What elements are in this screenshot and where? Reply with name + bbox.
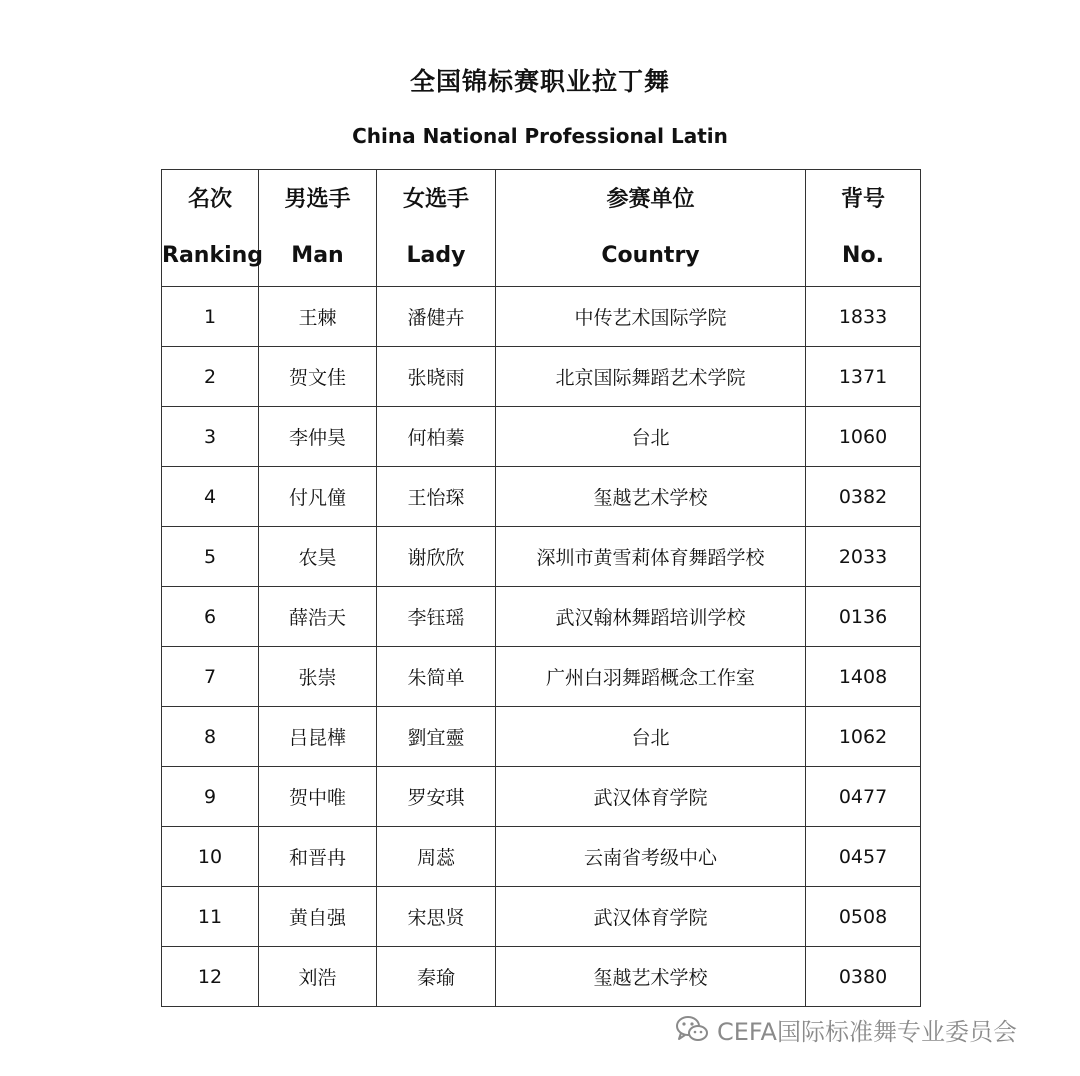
table-row bbox=[162, 707, 921, 767]
table-row bbox=[162, 587, 921, 647]
number-cell: 0477 bbox=[806, 767, 921, 827]
number-cell: 0136 bbox=[806, 587, 921, 647]
results-table bbox=[161, 169, 921, 1007]
rank-cell: 10 bbox=[162, 827, 259, 887]
table-row bbox=[162, 827, 921, 887]
unit-cell: 北京国际舞蹈艺术学院 bbox=[496, 347, 806, 407]
number-cell: 0508 bbox=[806, 887, 921, 947]
unit-cell: 武汉翰林舞蹈培训学校 bbox=[496, 587, 806, 647]
unit-cell: 武汉体育学院 bbox=[496, 887, 806, 947]
rank-cell: 6 bbox=[162, 587, 259, 647]
header-man bbox=[259, 170, 377, 287]
man-cell: 和晋冉 bbox=[259, 827, 377, 887]
lady-cell: 劉宜靈 bbox=[377, 707, 496, 767]
rank-cell: 2 bbox=[162, 347, 259, 407]
header-country-zh: 参赛单位 bbox=[606, 187, 695, 212]
rank-cell: 3 bbox=[162, 407, 259, 467]
man-cell: 薛浩天 bbox=[259, 587, 377, 647]
number-cell: 0380 bbox=[806, 947, 921, 1007]
header-country-en: Country bbox=[601, 243, 700, 268]
rank-cell: 8 bbox=[162, 707, 259, 767]
number-cell: 2033 bbox=[806, 527, 921, 587]
table-row bbox=[162, 407, 921, 467]
rank-cell: 11 bbox=[162, 887, 259, 947]
table-row bbox=[162, 887, 921, 947]
unit-cell: 玺越艺术学校 bbox=[496, 467, 806, 527]
table-row bbox=[162, 287, 921, 347]
rank-cell: 1 bbox=[162, 287, 259, 347]
man-cell: 付凡僮 bbox=[259, 467, 377, 527]
man-cell: 刘浩 bbox=[259, 947, 377, 1007]
wechat-icon bbox=[675, 1014, 709, 1044]
table-row bbox=[162, 347, 921, 407]
number-cell: 0457 bbox=[806, 827, 921, 887]
rank-cell: 4 bbox=[162, 467, 259, 527]
table-row bbox=[162, 947, 921, 1007]
unit-cell: 玺越艺术学校 bbox=[496, 947, 806, 1007]
header-ranking bbox=[162, 170, 264, 287]
lady-cell: 李钰瑶 bbox=[377, 587, 496, 647]
header-number-en: No. bbox=[842, 243, 884, 268]
man-cell: 农昊 bbox=[259, 527, 377, 587]
number-cell: 1408 bbox=[806, 647, 921, 707]
watermark bbox=[675, 1012, 1017, 1046]
header-man-en: Man bbox=[291, 243, 344, 268]
table-row bbox=[162, 767, 921, 827]
table-row bbox=[162, 527, 921, 587]
man-cell: 贺中唯 bbox=[259, 767, 377, 827]
watermark-text: CEFA国际标准舞专业委员会 bbox=[717, 1017, 1017, 1046]
man-cell: 吕昆樺 bbox=[259, 707, 377, 767]
header-number bbox=[806, 170, 921, 287]
header-country bbox=[496, 170, 806, 287]
rank-cell: 7 bbox=[162, 647, 259, 707]
unit-cell: 中传艺术国际学院 bbox=[496, 287, 806, 347]
man-cell: 张崇 bbox=[259, 647, 377, 707]
lady-cell: 秦瑜 bbox=[377, 947, 496, 1007]
header-man-zh: 男选手 bbox=[284, 187, 351, 212]
unit-cell: 台北 bbox=[496, 707, 806, 767]
number-cell: 1060 bbox=[806, 407, 921, 467]
unit-cell: 武汉体育学院 bbox=[496, 767, 806, 827]
lady-cell: 张晓雨 bbox=[377, 347, 496, 407]
table-row bbox=[162, 647, 921, 707]
number-cell: 1062 bbox=[806, 707, 921, 767]
unit-cell: 台北 bbox=[496, 407, 806, 467]
header-lady-en: Lady bbox=[406, 243, 466, 268]
page-subtitle: China National Professional Latin bbox=[352, 124, 728, 148]
number-cell: 1371 bbox=[806, 347, 921, 407]
header-ranking-en: Ranking bbox=[162, 243, 264, 268]
man-cell: 王棘 bbox=[259, 287, 377, 347]
lady-cell: 周蕊 bbox=[377, 827, 496, 887]
man-cell: 贺文佳 bbox=[259, 347, 377, 407]
table-row bbox=[162, 467, 921, 527]
lady-cell: 何柏蓁 bbox=[377, 407, 496, 467]
unit-cell: 深圳市黄雪莉体育舞蹈学校 bbox=[496, 527, 806, 587]
man-cell: 黄自强 bbox=[259, 887, 377, 947]
unit-cell: 云南省考级中心 bbox=[496, 827, 806, 887]
lady-cell: 谢欣欣 bbox=[377, 527, 496, 587]
number-cell: 1833 bbox=[806, 287, 921, 347]
man-cell: 李仲昊 bbox=[259, 407, 377, 467]
rank-cell: 9 bbox=[162, 767, 259, 827]
lady-cell: 罗安琪 bbox=[377, 767, 496, 827]
lady-cell: 潘健卉 bbox=[377, 287, 496, 347]
lady-cell: 王怡琛 bbox=[377, 467, 496, 527]
lady-cell: 朱简单 bbox=[377, 647, 496, 707]
unit-cell: 广州白羽舞蹈概念工作室 bbox=[496, 647, 806, 707]
page-title: 全国锦标赛职业拉丁舞 bbox=[409, 67, 670, 96]
header-number-zh: 背号 bbox=[840, 187, 885, 212]
header-lady bbox=[377, 170, 496, 287]
rank-cell: 12 bbox=[162, 947, 259, 1007]
rank-cell: 5 bbox=[162, 527, 259, 587]
header-ranking-zh: 名次 bbox=[187, 187, 232, 212]
header-lady-zh: 女选手 bbox=[402, 187, 469, 212]
header-row bbox=[162, 170, 921, 287]
number-cell: 0382 bbox=[806, 467, 921, 527]
lady-cell: 宋思贤 bbox=[377, 887, 496, 947]
results-body bbox=[162, 287, 921, 1007]
